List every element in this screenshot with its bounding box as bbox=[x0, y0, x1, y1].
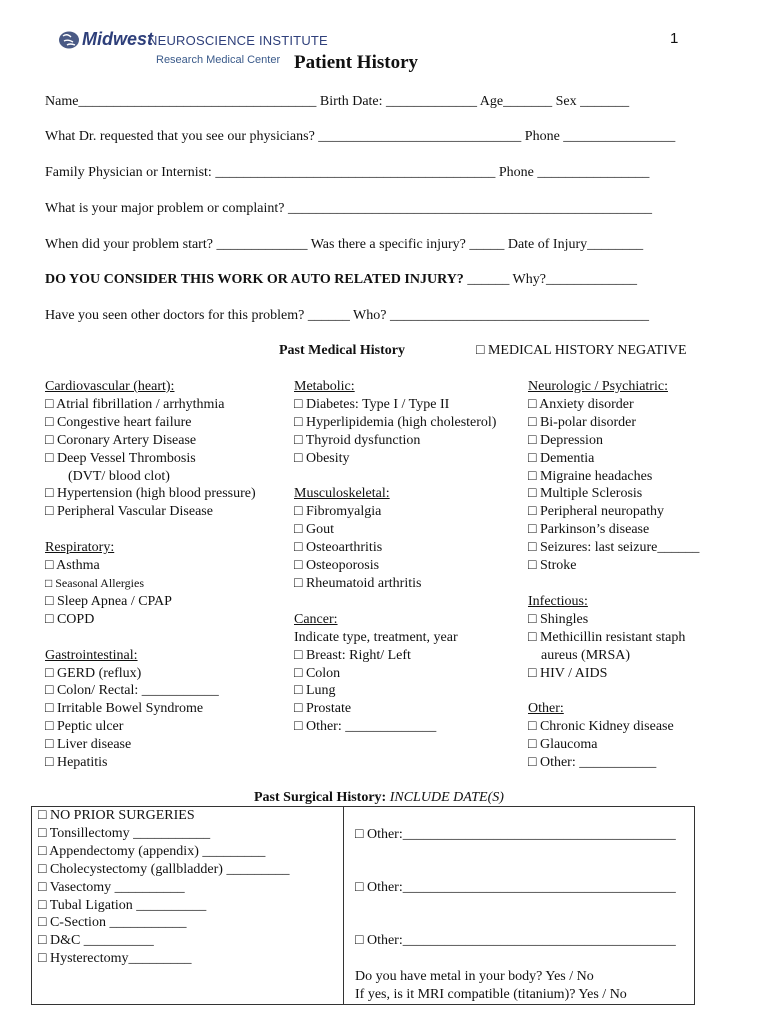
checkbox-hyperlipidemia[interactable]: □ Hyperlipidemia (high cholesterol) bbox=[294, 414, 497, 430]
logo-brand: Midwest bbox=[82, 29, 154, 49]
checkbox-c-section[interactable]: □ C-Section ___________ bbox=[38, 915, 187, 931]
checkbox-seasonal-allergies[interactable]: □ Seasonal Allergies bbox=[45, 575, 145, 590]
checkbox-hiv[interactable]: □ HIV / AIDS bbox=[528, 665, 608, 681]
checkbox-vasectomy[interactable]: □ Vasectomy __________ bbox=[38, 879, 185, 895]
surgical-list bbox=[38, 807, 289, 968]
problem-start-line[interactable]: When did your problem start? _____________ Was there a specific injury? _____ Date of Injury________ bbox=[45, 237, 644, 252]
checkbox-mrsa[interactable]: □ Methicillin resistant staph bbox=[528, 629, 686, 645]
page-title: Patient History bbox=[294, 52, 419, 73]
checkbox-depression[interactable]: □ Depression bbox=[528, 432, 603, 448]
checkbox-asthma[interactable]: □ Asthma bbox=[45, 558, 100, 574]
medical-history-negative-checkbox[interactable]: □ MEDICAL HISTORY NEGATIVE bbox=[476, 343, 687, 358]
checkbox-hepatitis[interactable]: □ Hepatitis bbox=[45, 755, 108, 771]
checkbox-sleep-apnea[interactable]: □ Sleep Apnea / CPAP bbox=[45, 593, 172, 609]
checkbox-hysterectomy[interactable]: □ Hysterectomy_________ bbox=[38, 951, 192, 967]
cardiovascular-heading: Cardiovascular (heart): bbox=[45, 379, 175, 394]
checkbox-gerd[interactable]: □ GERD (reflux) bbox=[45, 665, 142, 681]
metal-in-body-question[interactable]: Do you have metal in your body? Yes / No bbox=[355, 969, 594, 984]
pmh-column-2 bbox=[294, 378, 496, 736]
pmh-heading: Past Medical History bbox=[279, 343, 405, 358]
other-heading: Other: bbox=[528, 701, 564, 717]
referring-doctor-line[interactable]: What Dr. requested that you see our physicians? _____________________________ Phone ________________ bbox=[45, 129, 676, 144]
cancer-heading: Cancer: bbox=[294, 611, 338, 627]
checkbox-osteoporosis[interactable]: □ Osteoporosis bbox=[294, 558, 380, 574]
other-doctors-line[interactable]: Have you seen other doctors for this problem? ______ Who? _____________________________________ bbox=[45, 308, 649, 323]
checkbox-fibromyalgia[interactable]: □ Fibromyalgia bbox=[294, 504, 382, 520]
checkbox-seizures[interactable]: □ Seizures: last seizure______ bbox=[528, 540, 700, 556]
checkbox-dvt[interactable]: □ Deep Vessel Thrombosis bbox=[45, 450, 196, 466]
logo-institute: NEUROSCIENCE INSTITUTE bbox=[148, 33, 328, 48]
checkbox-ms[interactable]: □ Multiple Sclerosis bbox=[528, 486, 643, 502]
checkbox-dementia[interactable]: □ Dementia bbox=[528, 450, 595, 466]
checkbox-atrial-fibrillation[interactable]: □ Atrial fibrillation / arrhythmia bbox=[45, 396, 225, 412]
mri-compatible-question[interactable]: If yes, is it MRI compatible (titanium)? Yes / No bbox=[355, 987, 627, 1002]
checkbox-other-condition[interactable]: □ Other: ___________ bbox=[528, 755, 657, 771]
pmh-column-3 bbox=[528, 378, 699, 772]
checkbox-dc[interactable]: □ D&C __________ bbox=[38, 933, 154, 949]
checkbox-anxiety[interactable]: □ Anxiety disorder bbox=[528, 396, 634, 412]
checkbox-lung-cancer[interactable]: □ Lung bbox=[294, 683, 336, 699]
checkbox-no-prior-surgeries[interactable]: □ NO PRIOR SURGERIES bbox=[38, 808, 195, 823]
logo-affiliation: Research Medical Center bbox=[156, 54, 281, 66]
major-problem-line[interactable]: What is your major problem or complaint? ____________________________________________________ bbox=[45, 201, 652, 216]
checkbox-osteoarthritis[interactable]: □ Osteoarthritis bbox=[294, 540, 383, 556]
checkbox-gout[interactable]: □ Gout bbox=[294, 522, 334, 538]
surgical-table-divider bbox=[343, 806, 344, 1004]
checkbox-peptic-ulcer[interactable]: □ Peptic ulcer bbox=[45, 719, 124, 735]
respiratory-heading: Respiratory: bbox=[45, 540, 115, 556]
pmh-column-1 bbox=[45, 378, 256, 772]
checkbox-other-surgery-3[interactable]: □ Other:_______________________________________ bbox=[355, 933, 676, 948]
checkbox-pvd[interactable]: □ Peripheral Vascular Disease bbox=[45, 504, 213, 520]
logo bbox=[56, 29, 328, 70]
checkbox-thyroid[interactable]: □ Thyroid dysfunction bbox=[294, 432, 421, 448]
checkbox-shingles[interactable]: □ Shingles bbox=[528, 611, 589, 627]
checkbox-neuropathy[interactable]: □ Peripheral neuropathy bbox=[528, 504, 664, 520]
musculoskeletal-heading: Musculoskeletal: bbox=[294, 486, 390, 502]
checkbox-colon-rectal[interactable]: □ Colon/ Rectal: ___________ bbox=[45, 683, 219, 699]
checkbox-parkinsons[interactable]: □ Parkinson’s disease bbox=[528, 522, 650, 538]
checkbox-ckd[interactable]: □ Chronic Kidney disease bbox=[528, 719, 674, 735]
checkbox-tubal-ligation[interactable]: □ Tubal Ligation __________ bbox=[38, 897, 207, 913]
checkbox-chf[interactable]: □ Congestive heart failure bbox=[45, 414, 192, 430]
mrsa-note: aureus (MRSA) bbox=[541, 647, 631, 663]
checkbox-bipolar[interactable]: □ Bi-polar disorder bbox=[528, 414, 636, 430]
work-auto-injury-question: DO YOU CONSIDER THIS WORK OR AUTO RELATED INJURY? bbox=[45, 272, 464, 287]
checkbox-glaucoma[interactable]: □ Glaucoma bbox=[528, 737, 598, 753]
neurologic-heading: Neurologic / Psychiatric: bbox=[528, 379, 668, 394]
dvt-note: (DVT/ blood clot) bbox=[68, 468, 170, 484]
checkbox-colon-cancer[interactable]: □ Colon bbox=[294, 665, 341, 681]
name-birthdate-line[interactable]: Name__________________________________ Birth Date: _____________ Age_______ Sex _______ bbox=[45, 94, 630, 109]
work-auto-injury-answer: ______ Why?_____________ bbox=[463, 272, 637, 287]
checkbox-stroke[interactable]: □ Stroke bbox=[528, 558, 577, 574]
page-number: 1 bbox=[670, 30, 679, 47]
work-auto-injury-line[interactable] bbox=[45, 271, 637, 289]
metabolic-heading: Metabolic: bbox=[294, 379, 355, 394]
checkbox-cholecystectomy[interactable]: □ Cholecystectomy (gallbladder) _________ bbox=[38, 861, 290, 877]
checkbox-liver-disease[interactable]: □ Liver disease bbox=[45, 737, 132, 753]
family-physician-line[interactable]: Family Physician or Internist: ________________________________________ Phone ________________ bbox=[45, 165, 650, 180]
checkbox-copd[interactable]: □ COPD bbox=[45, 611, 95, 627]
checkbox-other-surgery-1[interactable]: □ Other:_______________________________________ bbox=[355, 827, 676, 842]
gastrointestinal-heading: Gastrointestinal: bbox=[45, 647, 138, 663]
checkbox-prostate-cancer[interactable]: □ Prostate bbox=[294, 701, 352, 717]
checkbox-obesity[interactable]: □ Obesity bbox=[294, 450, 350, 466]
checkbox-breast-cancer[interactable]: □ Breast: Right/ Left bbox=[294, 647, 411, 663]
checkbox-rheumatoid-arthritis[interactable]: □ Rheumatoid arthritis bbox=[294, 575, 422, 591]
checkbox-other-surgery-2[interactable]: □ Other:_______________________________________ bbox=[355, 880, 676, 895]
brain-logo-icon bbox=[58, 30, 80, 50]
psh-heading-line bbox=[254, 789, 504, 807]
checkbox-tonsillectomy[interactable]: □ Tonsillectomy ___________ bbox=[38, 825, 211, 841]
checkbox-other-cancer[interactable]: □ Other: _____________ bbox=[294, 719, 437, 735]
psh-heading: Past Surgical History: bbox=[254, 790, 387, 805]
checkbox-diabetes[interactable]: □ Diabetes: Type I / Type II bbox=[294, 396, 450, 412]
checkbox-hypertension[interactable]: □ Hypertension (high blood pressure) bbox=[45, 486, 256, 502]
checkbox-migraine[interactable]: □ Migraine headaches bbox=[528, 468, 653, 484]
cancer-instructions: Indicate type, treatment, year bbox=[294, 629, 458, 645]
psh-heading-note: INCLUDE DATE(S) bbox=[389, 790, 504, 805]
checkbox-appendectomy[interactable]: □ Appendectomy (appendix) _________ bbox=[38, 843, 266, 859]
checkbox-ibs[interactable]: □ Irritable Bowel Syndrome bbox=[45, 701, 204, 717]
checkbox-cad[interactable]: □ Coronary Artery Disease bbox=[45, 432, 197, 448]
infectious-heading: Infectious: bbox=[528, 593, 588, 609]
